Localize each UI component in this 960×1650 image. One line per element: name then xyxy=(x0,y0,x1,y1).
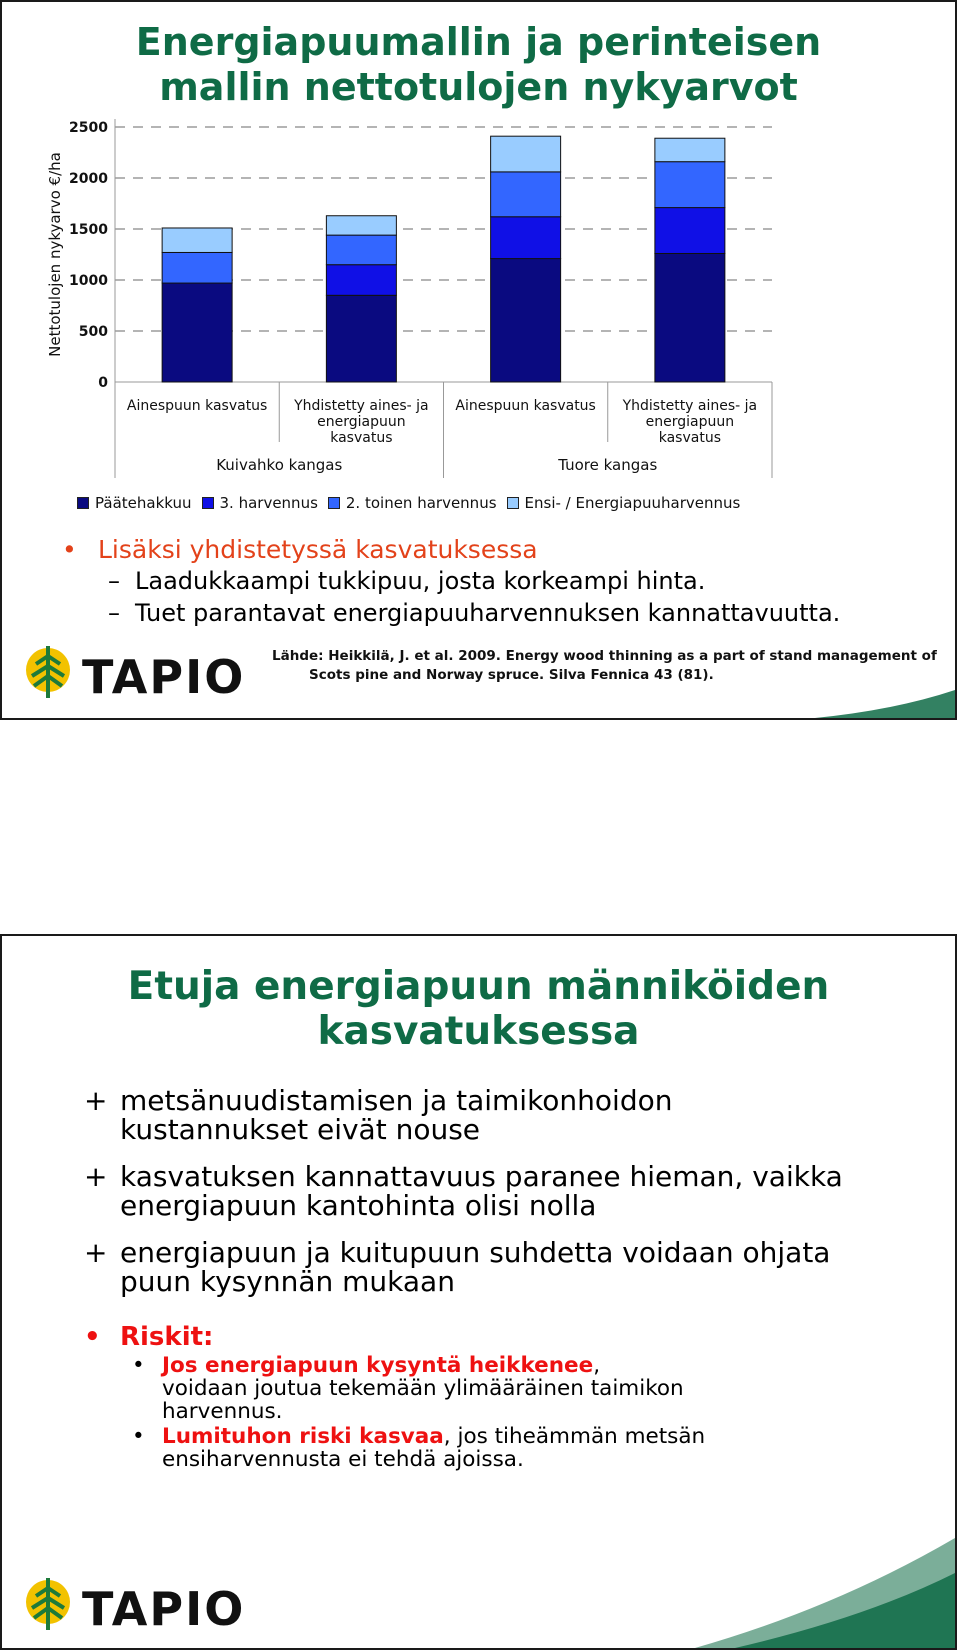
bar-segment xyxy=(326,216,396,235)
risk-item xyxy=(84,1354,935,1423)
plus-mark: + xyxy=(84,1084,108,1117)
source-line-1: Lähde: Heikkilä, J. et al. 2009. Energy wood thinning as a part of stand management of xyxy=(272,648,937,664)
risk-line-3: harvennus. xyxy=(162,1399,283,1424)
sub-bullet-item xyxy=(62,565,945,597)
bar-segment xyxy=(491,217,561,259)
dash-mark: – xyxy=(108,599,120,627)
advantage-item xyxy=(84,1162,935,1220)
bullet-dot: • xyxy=(132,1353,145,1378)
title-line-1: Energiapuumallin ja perinteisen xyxy=(135,20,822,64)
slide-energiapuumalli xyxy=(0,0,957,720)
legend-item xyxy=(507,494,741,512)
advantage-line-2: energiapuun kantohinta olisi nolla xyxy=(120,1189,597,1222)
logo-wordmark: TAPIO xyxy=(82,650,246,704)
tapio-logo xyxy=(24,642,246,706)
risk-line-2: voidaan joutua tekemään ylimääräinen taimikon xyxy=(162,1376,684,1401)
bar-segment xyxy=(655,138,725,161)
bar-segment xyxy=(162,283,232,382)
tree-emblem-icon xyxy=(24,642,80,702)
plus-mark: + xyxy=(84,1236,108,1269)
sub-bullet-text: Laadukkaampi tukkipuu, josta korkeampi hinta. xyxy=(135,567,706,595)
bar-segment xyxy=(162,252,232,283)
advantage-item xyxy=(84,1238,935,1296)
risk-bold-text: Jos energiapuun kysyntä heikkenee xyxy=(162,1353,594,1378)
y-tick-label: 0 xyxy=(98,375,108,391)
y-tick-label: 500 xyxy=(78,324,108,340)
legend-label: 3. harvennus xyxy=(219,494,318,512)
bullet-text: Lisäksi yhdistetyssä kasvatuksessa xyxy=(98,535,538,564)
legend-label: 2. toinen harvennus xyxy=(345,494,497,512)
chart-legend xyxy=(77,494,750,512)
advantage-line-1: kasvatuksen kannattavuus paranee hieman, vaikka xyxy=(120,1160,843,1193)
y-tick-label: 1000 xyxy=(69,273,108,289)
x-tick-label: Yhdistetty aines- ja xyxy=(622,398,758,414)
x-tick-label: Ainespuun kasvatus xyxy=(126,398,268,414)
advantage-line-1: energiapuun ja kuitupuun suhdetta voidaan ohjata xyxy=(120,1236,831,1269)
tree-emblem-icon xyxy=(24,1574,80,1634)
y-tick-label: 1500 xyxy=(69,222,108,238)
advantage-item xyxy=(84,1086,935,1144)
logo-wordmark: TAPIO xyxy=(82,1582,246,1636)
risk-bold-text: Lumituhon riski kasvaa xyxy=(162,1424,444,1449)
advantage-line-1: metsänuudistamisen ja taimikonhoidon xyxy=(120,1084,673,1117)
bar-segment xyxy=(326,295,396,382)
risks-section xyxy=(84,1322,935,1471)
source-line-2: Scots pine and Norway spruce. Silva Fennica 43 (81). xyxy=(309,667,714,683)
legend-swatch xyxy=(507,497,519,509)
risk-rest-text: , xyxy=(593,1353,601,1378)
title-line-1: Etuja energiapuun männiköiden xyxy=(127,964,830,1009)
legend-item xyxy=(202,494,318,512)
bar-segment xyxy=(326,265,396,296)
bar-segment xyxy=(655,253,725,382)
risk-rest-text: , jos tiheämmän metsän xyxy=(443,1424,706,1449)
source-citation xyxy=(272,647,937,685)
advantage-line-2: kustannukset eivät nouse xyxy=(120,1113,481,1146)
tapio-logo xyxy=(24,1574,246,1638)
legend-swatch xyxy=(328,497,340,509)
group-label: Kuivahko kangas xyxy=(216,456,343,474)
bar-segment xyxy=(326,235,396,265)
sub-bullet-text: Tuet parantavat energiapuuharvennuksen kannattavuutta. xyxy=(135,599,841,627)
y-tick-label: 2500 xyxy=(69,120,108,136)
stacked-bar-chart xyxy=(2,2,957,502)
advantage-line-2: puun kysynnän mukaan xyxy=(120,1265,455,1298)
bar-segment xyxy=(491,136,561,172)
legend-item xyxy=(328,494,497,512)
x-tick-label: kasvatus xyxy=(658,430,722,446)
y-axis-label: Nettotulojen nykyarvo €/ha xyxy=(46,152,64,357)
risk-line-2: ensiharvennusta ei tehdä ajoissa. xyxy=(162,1447,524,1472)
x-tick-label: Yhdistetty aines- ja xyxy=(294,398,429,414)
slide-title xyxy=(2,964,955,1054)
risks-title: Riskit: xyxy=(120,1322,214,1352)
bullet-dot: • xyxy=(62,535,77,564)
corner-swoosh-icon xyxy=(815,690,955,718)
bullet-dot: • xyxy=(84,1322,101,1352)
group-label: Tuore kangas xyxy=(558,456,658,474)
legend-swatch xyxy=(202,497,214,509)
risk-item xyxy=(84,1425,935,1471)
x-tick-label: Ainespuun kasvatus xyxy=(455,398,596,414)
bullet-list xyxy=(62,535,945,629)
bar-segment xyxy=(491,172,561,217)
x-tick-label: energiapuun xyxy=(645,414,735,430)
x-tick-label: energiapuun xyxy=(317,414,406,430)
y-tick-label: 2000 xyxy=(69,171,108,187)
legend-swatch xyxy=(77,497,89,509)
legend-item xyxy=(77,494,192,512)
advantages-list xyxy=(84,1086,935,1314)
bar-segment xyxy=(162,228,232,252)
plus-mark: + xyxy=(84,1160,108,1193)
bar-segment xyxy=(655,208,725,254)
dash-mark: – xyxy=(108,567,120,595)
legend-label: Ensi- / Energiapuuharvennus xyxy=(524,494,741,512)
legend-label: Päätehakkuu xyxy=(95,494,192,512)
title-line-2: mallin nettotulojen nykyarvot xyxy=(159,65,798,109)
bullet-item xyxy=(62,535,945,565)
bullet-dot: • xyxy=(132,1424,145,1449)
slide-etuja xyxy=(0,934,957,1650)
x-tick-label: kasvatus xyxy=(330,430,393,446)
title-line-2: kasvatuksessa xyxy=(317,1009,640,1054)
corner-swoosh-icon xyxy=(695,1538,955,1648)
sub-bullet-item xyxy=(62,597,945,629)
bar-segment xyxy=(491,259,561,382)
risks-heading xyxy=(84,1322,935,1352)
bar-segment xyxy=(655,162,725,208)
